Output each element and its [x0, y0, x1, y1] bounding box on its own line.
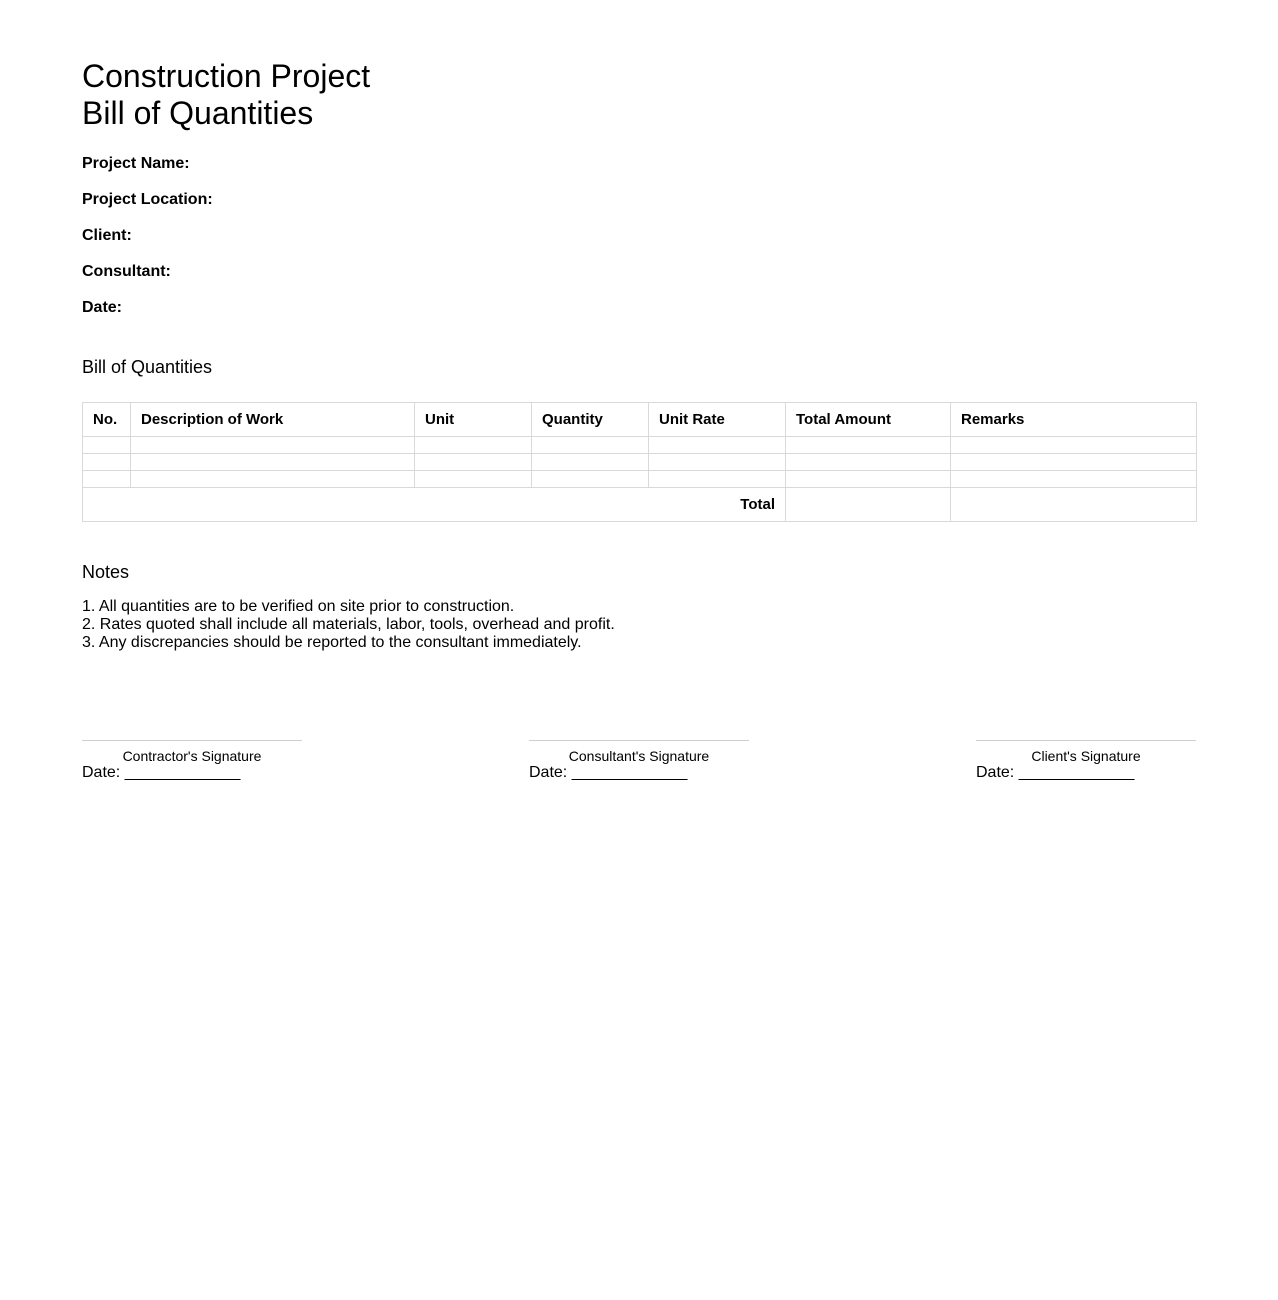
table-cell[interactable]: [83, 437, 131, 454]
title-line-1: Construction Project: [82, 58, 371, 94]
total-amount-cell[interactable]: [786, 488, 951, 522]
document-title: [82, 58, 370, 132]
table-cell[interactable]: [951, 454, 1197, 471]
table-cell[interactable]: [532, 437, 649, 454]
table-cell[interactable]: [532, 471, 649, 488]
column-header-unit: Unit: [415, 403, 532, 437]
boq-header-row: [83, 403, 1197, 437]
table-cell[interactable]: [415, 437, 532, 454]
note-item: 3. Any discrepancies should be reported to the consultant immediately.: [82, 634, 582, 651]
contractor-signature-caption: Contractor's Signature: [122, 748, 262, 764]
consultant-signature-date: Date: _____________: [529, 764, 688, 781]
table-cell[interactable]: [786, 454, 951, 471]
total-label: Total: [83, 488, 786, 522]
client-label: Client:: [82, 227, 132, 244]
column-header-quantity: Quantity: [532, 403, 649, 437]
table-cell[interactable]: [786, 471, 951, 488]
table-cell[interactable]: [649, 454, 786, 471]
contractor-signature-date: Date: _____________: [82, 764, 241, 781]
table-cell[interactable]: [532, 454, 649, 471]
table-cell[interactable]: [786, 437, 951, 454]
table-row: [83, 437, 1197, 454]
table-cell[interactable]: [649, 437, 786, 454]
table-cell[interactable]: [83, 471, 131, 488]
client-signature-caption: Client's Signature: [1031, 748, 1141, 764]
table-cell[interactable]: [415, 454, 532, 471]
column-header-total-amount: Total Amount: [786, 403, 951, 437]
table-cell[interactable]: [131, 454, 415, 471]
table-cell[interactable]: [951, 437, 1197, 454]
boq-table: [82, 402, 1197, 522]
contractor-signature-block: [82, 740, 302, 781]
table-cell[interactable]: [83, 454, 131, 471]
consultant-signature-block: [529, 740, 749, 781]
total-remarks-cell[interactable]: [951, 488, 1197, 522]
signature-line[interactable]: [976, 740, 1196, 741]
table-cell[interactable]: [415, 471, 532, 488]
boq-heading: Bill of Quantities: [82, 357, 213, 377]
total-row: [83, 488, 1197, 522]
column-header-no: No.: [83, 403, 131, 437]
consultant-signature-caption: Consultant's Signature: [568, 748, 710, 764]
table-row: [83, 471, 1197, 488]
table-cell[interactable]: [951, 471, 1197, 488]
notes-list: [82, 598, 615, 652]
title-line-2: Bill of Quantities: [82, 95, 314, 131]
client-signature-block: [976, 740, 1196, 781]
note-item: 2. Rates quoted shall include all materials, labor, tools, overhead and profit.: [82, 616, 615, 633]
signature-line[interactable]: [82, 740, 302, 741]
column-header-description: Description of Work: [131, 403, 415, 437]
table-cell[interactable]: [131, 471, 415, 488]
notes-heading: Notes: [82, 562, 130, 582]
table-row: [83, 454, 1197, 471]
table-cell[interactable]: [649, 471, 786, 488]
project-location-label: Project Location:: [82, 191, 213, 208]
project-name-label: Project Name:: [82, 155, 190, 172]
column-header-remarks: Remarks: [951, 403, 1197, 437]
date-label: Date:: [82, 299, 123, 316]
column-header-unit-rate: Unit Rate: [649, 403, 786, 437]
client-signature-date: Date: _____________: [976, 764, 1135, 781]
table-cell[interactable]: [131, 437, 415, 454]
consultant-label: Consultant:: [82, 263, 171, 280]
note-item: 1. All quantities are to be verified on site prior to construction.: [82, 598, 515, 615]
signature-line[interactable]: [529, 740, 749, 741]
